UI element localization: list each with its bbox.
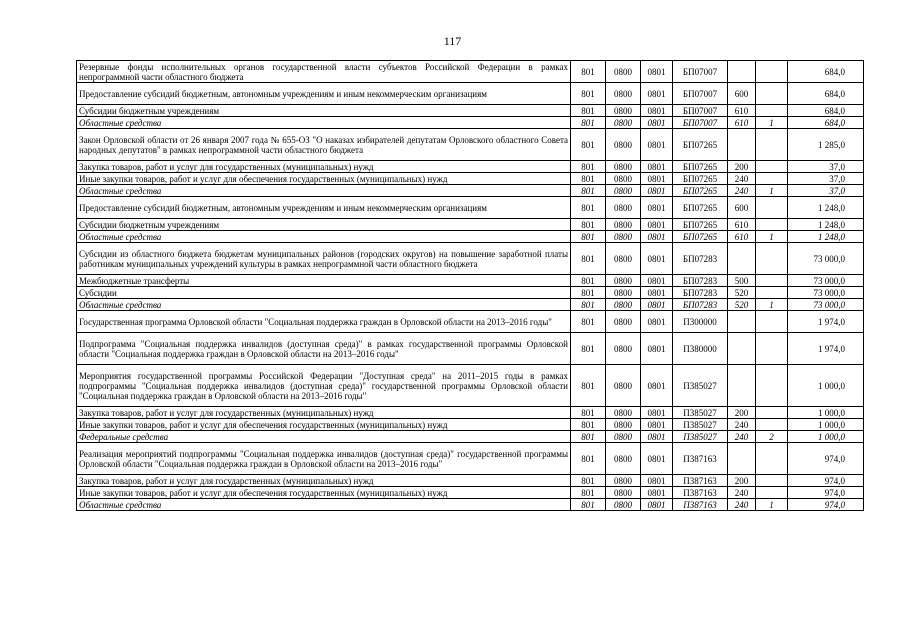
row-funding-source xyxy=(756,475,788,487)
row-section-code: 0800 xyxy=(606,287,641,299)
row-subsection-code: 0801 xyxy=(641,333,673,365)
row-expense-type: 600 xyxy=(728,83,756,105)
row-section-code: 0800 xyxy=(606,275,641,287)
row-section-code: 0800 xyxy=(606,431,641,443)
row-funding-source: 1 xyxy=(756,185,788,197)
row-amount: 1 248,0 xyxy=(788,231,864,243)
row-amount: 684,0 xyxy=(788,61,864,83)
row-target-article: БП07265 xyxy=(673,231,728,243)
row-target-article: П387163 xyxy=(673,499,728,511)
table-row xyxy=(77,173,864,185)
row-funding-source: 2 xyxy=(756,431,788,443)
row-ministry-code: 801 xyxy=(571,419,606,431)
row-amount: 1 000,0 xyxy=(788,419,864,431)
row-ministry-code: 801 xyxy=(571,197,606,219)
row-amount: 974,0 xyxy=(788,487,864,499)
table-row xyxy=(77,407,864,419)
row-funding-source: 1 xyxy=(756,117,788,129)
row-ministry-code: 801 xyxy=(571,231,606,243)
row-amount: 1 000,0 xyxy=(788,407,864,419)
table-row xyxy=(77,419,864,431)
row-ministry-code: 801 xyxy=(571,365,606,407)
row-ministry-code: 801 xyxy=(571,431,606,443)
row-subsection-code: 0801 xyxy=(641,499,673,511)
row-funding-source xyxy=(756,173,788,185)
row-section-code: 0800 xyxy=(606,475,641,487)
row-amount: 1 000,0 xyxy=(788,365,864,407)
row-expense-type: 240 xyxy=(728,487,756,499)
row-amount: 73 000,0 xyxy=(788,275,864,287)
row-funding-source xyxy=(756,105,788,117)
row-funding-source xyxy=(756,365,788,407)
row-expense-type: 600 xyxy=(728,197,756,219)
row-subsection-code: 0801 xyxy=(641,487,673,499)
row-target-article: БП07265 xyxy=(673,219,728,231)
row-target-article: П387163 xyxy=(673,487,728,499)
row-expense-type xyxy=(728,365,756,407)
table-row xyxy=(77,105,864,117)
table-row xyxy=(77,299,864,311)
row-amount: 1 974,0 xyxy=(788,333,864,365)
row-amount: 37,0 xyxy=(788,185,864,197)
row-funding-source xyxy=(756,243,788,275)
row-ministry-code: 801 xyxy=(571,499,606,511)
row-description: Иные закупки товаров, работ и услуг для обеспечения государственных (муниципальных) нужд xyxy=(77,487,571,499)
row-funding-source xyxy=(756,83,788,105)
row-ministry-code: 801 xyxy=(571,475,606,487)
row-expense-type xyxy=(728,129,756,161)
row-section-code: 0800 xyxy=(606,197,641,219)
row-description: Областные средства xyxy=(77,185,571,197)
row-funding-source xyxy=(756,129,788,161)
row-expense-type: 610 xyxy=(728,219,756,231)
row-section-code: 0800 xyxy=(606,487,641,499)
row-description: Реализация мероприятий подпрограммы "Социальная поддержка инвалидов (доступная среда)" государственной программы Орловской области "Социальная поддержка граждан в Орловской области на 2013–2016 годы" xyxy=(77,443,571,475)
row-section-code: 0800 xyxy=(606,299,641,311)
row-expense-type: 520 xyxy=(728,299,756,311)
row-ministry-code: 801 xyxy=(571,299,606,311)
row-subsection-code: 0801 xyxy=(641,129,673,161)
row-amount: 1 974,0 xyxy=(788,311,864,333)
row-amount: 1 000,0 xyxy=(788,431,864,443)
table-row xyxy=(77,197,864,219)
row-target-article: БП07265 xyxy=(673,197,728,219)
row-description: Предоставление субсидий бюджетным, автономным учреждениям и иным некоммерческим организациям xyxy=(77,197,571,219)
row-expense-type xyxy=(728,243,756,275)
row-description: Областные средства xyxy=(77,117,571,129)
row-amount: 37,0 xyxy=(788,161,864,173)
row-funding-source: 1 xyxy=(756,299,788,311)
row-amount: 1 285,0 xyxy=(788,129,864,161)
row-description: Закон Орловской области от 26 января 2007 года № 655-ОЗ "О наказах избирателей депутатам Орловского областного Совета народных депутатов" в рамках непрограммной части областного бюджета xyxy=(77,129,571,161)
row-expense-type: 610 xyxy=(728,231,756,243)
row-subsection-code: 0801 xyxy=(641,231,673,243)
row-funding-source xyxy=(756,197,788,219)
row-amount: 73 000,0 xyxy=(788,243,864,275)
row-description: Областные средства xyxy=(77,231,571,243)
row-expense-type xyxy=(728,443,756,475)
row-amount: 73 000,0 xyxy=(788,287,864,299)
row-target-article: БП07283 xyxy=(673,299,728,311)
table-row xyxy=(77,231,864,243)
table-row xyxy=(77,499,864,511)
table-row xyxy=(77,129,864,161)
row-funding-source xyxy=(756,443,788,475)
row-subsection-code: 0801 xyxy=(641,173,673,185)
row-subsection-code: 0801 xyxy=(641,443,673,475)
table-row xyxy=(77,443,864,475)
table-row xyxy=(77,219,864,231)
row-description: Субсидии xyxy=(77,287,571,299)
row-description: Подпрограмма "Социальная поддержка инвалидов (доступная среда)" в рамках государственной программы Орловской области "Социальная поддержка граждан в Орловской области на 2013–2016 годы" xyxy=(77,333,571,365)
row-target-article: БП07283 xyxy=(673,243,728,275)
row-ministry-code: 801 xyxy=(571,333,606,365)
row-amount: 974,0 xyxy=(788,443,864,475)
table-row xyxy=(77,487,864,499)
table-row xyxy=(77,185,864,197)
row-target-article: П385027 xyxy=(673,407,728,419)
row-funding-source xyxy=(756,275,788,287)
row-expense-type xyxy=(728,311,756,333)
row-section-code: 0800 xyxy=(606,83,641,105)
row-ministry-code: 801 xyxy=(571,61,606,83)
row-section-code: 0800 xyxy=(606,173,641,185)
table-row xyxy=(77,83,864,105)
row-expense-type: 610 xyxy=(728,105,756,117)
row-funding-source xyxy=(756,311,788,333)
row-ministry-code: 801 xyxy=(571,117,606,129)
row-subsection-code: 0801 xyxy=(641,475,673,487)
row-funding-source xyxy=(756,407,788,419)
row-description: Субсидии бюджетным учреждениям xyxy=(77,105,571,117)
row-subsection-code: 0801 xyxy=(641,83,673,105)
row-subsection-code: 0801 xyxy=(641,243,673,275)
row-funding-source xyxy=(756,219,788,231)
row-amount: 73 000,0 xyxy=(788,299,864,311)
row-subsection-code: 0801 xyxy=(641,185,673,197)
row-subsection-code: 0801 xyxy=(641,299,673,311)
row-target-article: П387163 xyxy=(673,475,728,487)
row-expense-type: 520 xyxy=(728,287,756,299)
row-section-code: 0800 xyxy=(606,231,641,243)
row-ministry-code: 801 xyxy=(571,161,606,173)
table-row xyxy=(77,275,864,287)
row-amount: 1 248,0 xyxy=(788,219,864,231)
row-ministry-code: 801 xyxy=(571,219,606,231)
row-description: Закупка товаров, работ и услуг для государственных (муниципальных) нужд xyxy=(77,475,571,487)
row-ministry-code: 801 xyxy=(571,173,606,185)
row-ministry-code: 801 xyxy=(571,83,606,105)
row-subsection-code: 0801 xyxy=(641,105,673,117)
row-expense-type: 500 xyxy=(728,275,756,287)
row-description: Межбюджетные трансферты xyxy=(77,275,571,287)
row-funding-source xyxy=(756,333,788,365)
row-funding-source xyxy=(756,287,788,299)
table-body xyxy=(77,61,864,511)
row-ministry-code: 801 xyxy=(571,275,606,287)
table-row xyxy=(77,243,864,275)
table-row xyxy=(77,117,864,129)
row-subsection-code: 0801 xyxy=(641,287,673,299)
row-target-article: П385027 xyxy=(673,431,728,443)
row-amount: 684,0 xyxy=(788,105,864,117)
row-expense-type xyxy=(728,333,756,365)
row-expense-type: 200 xyxy=(728,161,756,173)
row-section-code: 0800 xyxy=(606,243,641,275)
row-section-code: 0800 xyxy=(606,219,641,231)
page-number: 117 xyxy=(443,34,462,48)
row-expense-type: 240 xyxy=(728,185,756,197)
row-section-code: 0800 xyxy=(606,185,641,197)
row-description: Иные закупки товаров, работ и услуг для обеспечения государственных (муниципальных) нужд xyxy=(77,173,571,185)
row-subsection-code: 0801 xyxy=(641,161,673,173)
row-target-article: БП07007 xyxy=(673,61,728,83)
row-section-code: 0800 xyxy=(606,365,641,407)
row-amount: 684,0 xyxy=(788,83,864,105)
row-funding-source xyxy=(756,161,788,173)
row-description: Государственная программа Орловской области "Социальная поддержка граждан в Орловской области на 2013–2016 годы" xyxy=(77,311,571,333)
row-section-code: 0800 xyxy=(606,161,641,173)
row-funding-source xyxy=(756,61,788,83)
row-ministry-code: 801 xyxy=(571,311,606,333)
row-section-code: 0800 xyxy=(606,333,641,365)
row-amount: 684,0 xyxy=(788,117,864,129)
row-section-code: 0800 xyxy=(606,129,641,161)
table-row xyxy=(77,61,864,83)
row-description: Иные закупки товаров, работ и услуг для обеспечения государственных (муниципальных) нужд xyxy=(77,419,571,431)
row-funding-source: 1 xyxy=(756,499,788,511)
row-section-code: 0800 xyxy=(606,419,641,431)
row-subsection-code: 0801 xyxy=(641,61,673,83)
row-amount: 1 248,0 xyxy=(788,197,864,219)
row-section-code: 0800 xyxy=(606,105,641,117)
table-row xyxy=(77,311,864,333)
row-target-article: БП07007 xyxy=(673,117,728,129)
row-expense-type: 240 xyxy=(728,431,756,443)
row-target-article: БП07265 xyxy=(673,185,728,197)
row-description: Областные средства xyxy=(77,299,571,311)
row-expense-type: 200 xyxy=(728,407,756,419)
row-subsection-code: 0801 xyxy=(641,311,673,333)
row-description: Субсидии из областного бюджета бюджетам муниципальных районов (городских округов) на повышение заработной платы работникам муниципальных учреждений культуры в рамках непрограммной части областного бюджета xyxy=(77,243,571,275)
row-section-code: 0800 xyxy=(606,117,641,129)
row-funding-source xyxy=(756,419,788,431)
row-section-code: 0800 xyxy=(606,499,641,511)
table-row xyxy=(77,365,864,407)
row-description: Резервные фонды исполнительных органов государственной власти субъектов Российской Федерации в рамках непрограммной части областного бюджета xyxy=(77,61,571,83)
row-description: Закупка товаров, работ и услуг для государственных (муниципальных) нужд xyxy=(77,407,571,419)
row-subsection-code: 0801 xyxy=(641,197,673,219)
row-description: Федеральные средства xyxy=(77,431,571,443)
row-target-article: БП07265 xyxy=(673,173,728,185)
row-target-article: БП07007 xyxy=(673,83,728,105)
row-ministry-code: 801 xyxy=(571,487,606,499)
table-row xyxy=(77,287,864,299)
row-ministry-code: 801 xyxy=(571,287,606,299)
row-target-article: БП07283 xyxy=(673,287,728,299)
row-ministry-code: 801 xyxy=(571,129,606,161)
budget-table xyxy=(76,60,864,511)
row-expense-type: 240 xyxy=(728,173,756,185)
row-target-article: П385027 xyxy=(673,365,728,407)
row-target-article: П387163 xyxy=(673,443,728,475)
row-target-article: П380000 xyxy=(673,333,728,365)
row-funding-source xyxy=(756,487,788,499)
row-amount: 974,0 xyxy=(788,499,864,511)
row-subsection-code: 0801 xyxy=(641,365,673,407)
row-target-article: П300000 xyxy=(673,311,728,333)
row-ministry-code: 801 xyxy=(571,443,606,475)
row-description: Областные средства xyxy=(77,499,571,511)
row-subsection-code: 0801 xyxy=(641,431,673,443)
row-amount: 37,0 xyxy=(788,173,864,185)
row-target-article: БП07265 xyxy=(673,161,728,173)
row-target-article: БП07283 xyxy=(673,275,728,287)
row-ministry-code: 801 xyxy=(571,105,606,117)
row-subsection-code: 0801 xyxy=(641,407,673,419)
table-row xyxy=(77,475,864,487)
row-subsection-code: 0801 xyxy=(641,117,673,129)
row-amount: 974,0 xyxy=(788,475,864,487)
row-expense-type: 610 xyxy=(728,117,756,129)
table-row xyxy=(77,333,864,365)
row-description: Закупка товаров, работ и услуг для государственных (муниципальных) нужд xyxy=(77,161,571,173)
row-subsection-code: 0801 xyxy=(641,419,673,431)
table-row xyxy=(77,161,864,173)
table-row xyxy=(77,431,864,443)
row-ministry-code: 801 xyxy=(571,185,606,197)
row-section-code: 0800 xyxy=(606,311,641,333)
row-ministry-code: 801 xyxy=(571,407,606,419)
row-expense-type xyxy=(728,61,756,83)
row-expense-type: 200 xyxy=(728,475,756,487)
row-expense-type: 240 xyxy=(728,499,756,511)
row-ministry-code: 801 xyxy=(571,243,606,275)
row-target-article: БП07007 xyxy=(673,105,728,117)
row-funding-source: 1 xyxy=(756,231,788,243)
row-target-article: БП07265 xyxy=(673,129,728,161)
row-target-article: П385027 xyxy=(673,419,728,431)
row-section-code: 0800 xyxy=(606,61,641,83)
row-description: Мероприятия государственной программы Российской Федерации "Доступная среда" на 2011–2015 годы в рамках подпрограммы "Социальная поддержка инвалидов (доступная среда)" государственной программы Орловской области "Социальная поддержка граждан в Орловской области на 2013–2016 годы" xyxy=(77,365,571,407)
row-section-code: 0800 xyxy=(606,443,641,475)
row-section-code: 0800 xyxy=(606,407,641,419)
row-expense-type: 240 xyxy=(728,419,756,431)
row-description: Предоставление субсидий бюджетным, автономным учреждениям и иным некоммерческим организациям xyxy=(77,83,571,105)
row-description: Субсидии бюджетным учреждениям xyxy=(77,219,571,231)
row-subsection-code: 0801 xyxy=(641,275,673,287)
row-subsection-code: 0801 xyxy=(641,219,673,231)
